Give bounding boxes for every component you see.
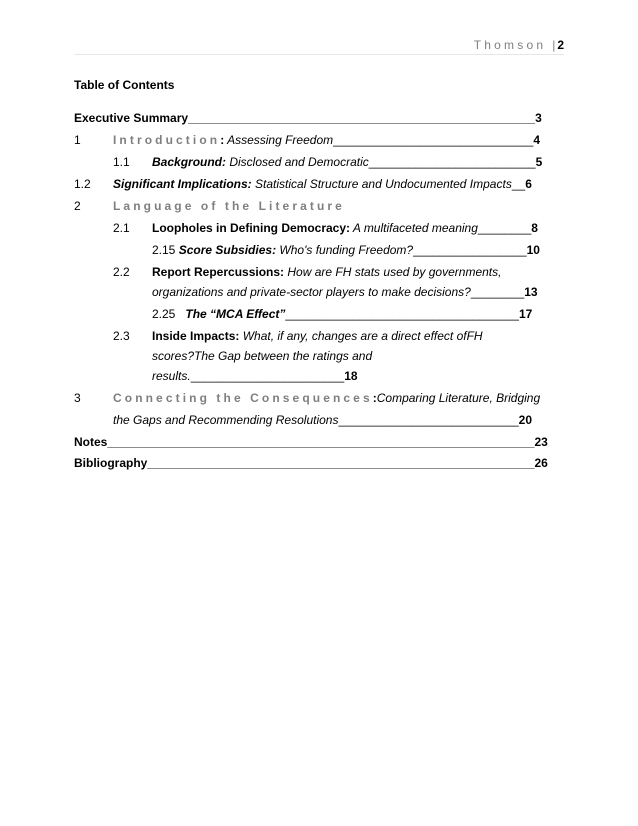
toc-entry-loopholes[interactable] <box>152 221 538 235</box>
toc-colon: : <box>372 391 377 405</box>
toc-page-number: 20 <box>518 413 533 427</box>
toc-page-number: 23 <box>534 435 548 449</box>
toc-entry-label: Executive Summary <box>74 111 189 125</box>
toc-page-number: 18 <box>344 369 358 383</box>
toc-entry-subtitle: How are FH stats used by governments, <box>284 265 502 279</box>
toc-number: 2.1 <box>113 221 130 235</box>
toc-leader: _________________________ <box>368 155 536 169</box>
toc-number: 1 <box>74 133 81 147</box>
toc-entry-label: Language of the Literature <box>113 199 345 213</box>
toc-number: 2.2 <box>113 265 130 279</box>
toc-entry-background[interactable] <box>152 155 542 169</box>
header-page-number: 2 <box>557 38 564 52</box>
toc-entry-subtitle: Comparing Literature, Bridging <box>376 391 541 405</box>
toc-leader: ________ <box>477 221 532 235</box>
header-author: Thomson <box>473 38 547 52</box>
toc-entry-label: Background: <box>152 155 227 169</box>
toc-entry-label: Bibliography <box>74 456 148 470</box>
toc-entry-label: Notes <box>74 435 108 449</box>
header-rule <box>74 54 564 55</box>
toc-number: 2.25 <box>152 307 176 321</box>
toc-number: 1.2 <box>74 177 91 191</box>
toc-number: 3 <box>74 391 81 405</box>
toc-entry-label: Significant Implications: <box>113 177 252 191</box>
toc-entry-language-of-literature[interactable] <box>113 199 345 213</box>
toc-entry-label: Inside Impacts: <box>152 329 240 343</box>
toc-number: 2 <box>74 199 81 213</box>
toc-entry-mca-effect[interactable] <box>152 307 532 321</box>
toc-leader: ______________________________ <box>333 133 534 147</box>
toc-page-number: 13 <box>524 285 538 299</box>
toc-entry-inside-impacts-cont2[interactable] <box>152 369 358 383</box>
toc-leader: _________________ <box>413 243 527 257</box>
toc-entry-subtitle: scores?The Gap between the ratings and <box>152 349 373 363</box>
toc-entry-connecting-consequences[interactable] <box>113 391 540 405</box>
toc-leader: ____________________________________________________ <box>188 111 536 125</box>
toc-leader: ___________________________ <box>338 413 519 427</box>
toc-entry-report-repercussions[interactable] <box>152 265 501 279</box>
toc-entry-subtitle: organizations and private-sector players to make decisions? <box>152 285 471 299</box>
toc-entry-subtitle: Statistical Structure and Undocumented Impacts <box>251 177 512 191</box>
toc-number: 1.1 <box>113 155 130 169</box>
toc-entry-executive-summary[interactable] <box>74 111 542 125</box>
toc-entry-score-subsidies[interactable] <box>152 243 540 257</box>
toc-entry-subtitle: Who's funding Freedom? <box>276 243 414 257</box>
toc-entry-label: Introduction <box>113 133 221 147</box>
toc-leader: _______________________ <box>190 369 345 383</box>
toc-entry-notes[interactable] <box>74 435 548 449</box>
toc-entry-label: Connecting the Consequences <box>113 391 373 405</box>
toc-entry-label: The “MCA Effect” <box>185 307 286 321</box>
toc-entry-inside-impacts-cont <box>152 349 372 363</box>
toc-entry-subtitle: results. <box>152 369 191 383</box>
toc-entry-subtitle: What, if any, changes are a direct effect ofFH <box>239 329 483 343</box>
toc-number: 2.15 <box>152 243 176 257</box>
toc-page-number: 10 <box>526 243 540 257</box>
toc-leader: __ <box>511 177 526 191</box>
toc-entry-inside-impacts[interactable] <box>152 329 483 343</box>
toc-entry-subtitle: Assessing Freedom <box>224 133 334 147</box>
toc-entry-connecting-consequences-cont[interactable] <box>113 413 532 427</box>
toc-leader: ________ <box>470 285 525 299</box>
running-header <box>474 38 564 52</box>
toc-page-number: 5 <box>535 155 543 169</box>
toc-page-number: 3 <box>535 111 542 125</box>
toc-entry-label: Score Subsidies: <box>178 243 277 257</box>
toc-entry-label: Loopholes in Defining Democracy: <box>152 221 351 235</box>
toc-entry-bibliography[interactable] <box>74 456 548 470</box>
toc-leader: ________________________________________________________________ <box>107 435 535 449</box>
toc-entry-subtitle: A multifaceted meaning <box>350 221 478 235</box>
toc-colon: : <box>220 133 225 147</box>
toc-page-number: 17 <box>518 307 533 321</box>
toc-entry-subtitle: Disclosed and Democratic <box>226 155 369 169</box>
toc-entry-subtitle: the Gaps and Recommending Resolutions <box>113 413 339 427</box>
toc-page-number: 26 <box>534 456 548 470</box>
toc-page-number: 4 <box>533 133 541 147</box>
toc-leader: ___________________________________ <box>285 307 519 321</box>
toc-page-number: 6 <box>525 177 532 191</box>
toc-entry-significant-implications[interactable] <box>113 177 532 191</box>
toc-title: Table of Contents <box>74 78 175 92</box>
toc-leader: __________________________________________________________ <box>147 456 535 470</box>
toc-entry-report-repercussions-cont[interactable] <box>152 285 538 299</box>
toc-number: 2.3 <box>113 329 130 343</box>
toc-entry-introduction[interactable] <box>113 133 540 147</box>
toc-page-number: 8 <box>531 221 538 235</box>
toc-entry-label: Report Repercussions: <box>152 265 285 279</box>
header-separator: | <box>552 38 556 52</box>
